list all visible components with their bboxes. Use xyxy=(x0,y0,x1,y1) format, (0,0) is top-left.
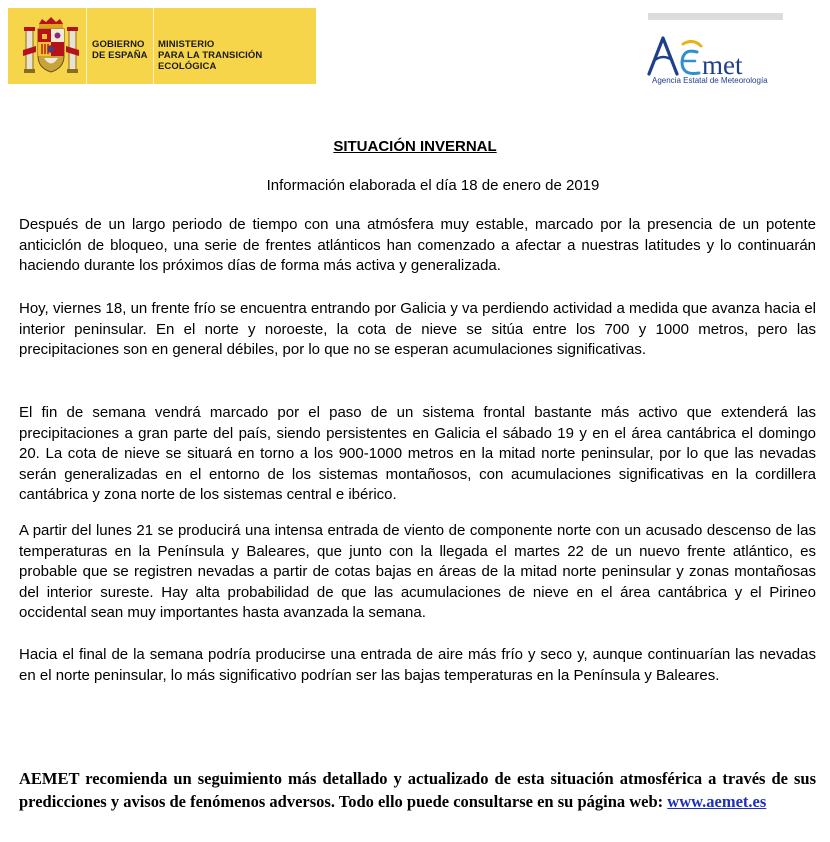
paragraph: Hoy, viernes 18, un frente frío se encuentra entrando por Galicia y va perdiendo actividad a medida que avanza hacia el interior peninsular. En el norte y noroeste, la cota de nieve se sitúa entre los 700 y 1000 metros, pero las precipitaciones son en general débiles, por lo que no se esperan acumulaciones significativas. xyxy=(19,300,816,358)
government-banner xyxy=(8,8,316,84)
paragraph: Hacia el final de la semana podría producirse una entrada de aire más frío y seco y, aunque continuarían las nevadas en el norte peninsular, lo más significativo podrían ser las bajas temperaturas en la Península y Baleares. xyxy=(19,646,816,684)
ministry-label xyxy=(158,39,314,72)
document-title: SITUACIÓN INVERNAL xyxy=(333,138,497,155)
government-label xyxy=(92,39,150,61)
banner-divider xyxy=(86,8,87,84)
aemet-header-bar xyxy=(648,13,783,20)
aemet-website-link[interactable]: www.aemet.es xyxy=(667,792,767,811)
spain-coat-of-arms-icon xyxy=(22,16,80,78)
aemet-agency-name: Agencia Estatal de Meteorología xyxy=(652,76,768,85)
svg-text:met: met xyxy=(702,50,743,80)
document-date: Información elaborada el día 18 de enero de 2019 xyxy=(266,177,600,194)
government-line-2: DE ESPAÑA xyxy=(92,50,148,61)
paragraph: A partir del lunes 21 se producirá una intensa entrada de viento de componente norte con un acusado descenso de las temperaturas en la Península y Baleares, que junto con la llegada el martes 22 de un nuevo frente atlántico, es probable que se registren nevadas a partir de cotas bajas en áreas de la mitad norte peninsular y zonas montañosas del interior sureste. Hay alta probabilidad de que las acumulaciones de nieve en el área cantábrica y el Pirineo occidental sean muy importantes hasta avanzada la semana. xyxy=(19,522,816,621)
footer-text: AEMET recomienda un seguimiento más detallado y actualizado de esta situación atmosférica a través de sus predicciones y avisos de fenómenos adversos. Todo ello puede consultarse en su página web: xyxy=(19,769,816,811)
government-line-1: GOBIERNO xyxy=(92,39,145,50)
ministry-line-2: PARA LA TRANSICIÓN ECOLÓGICA xyxy=(158,50,263,72)
footer-recommendation xyxy=(19,767,816,813)
ministry-line-1: MINISTERIO xyxy=(158,39,215,50)
banner-divider xyxy=(153,8,154,84)
paragraph: El fin de semana vendrá marcado por el paso de un sistema frontal bastante más activo que extenderá las precipitaciones a gran parte del país, siendo persistentes en Galicia el sábado 19 y en el área cantábrica el domingo 20. La cota de nieve se situará en torno a los 900-1000 metros en la mitad norte peninsular, por lo que las nevadas serán generalizadas en el entorno de los sistemas montañosos, con acumulaciones significativas en la cordillera cantábrica y zona norte de los sistemas central e ibérico. xyxy=(19,404,816,503)
paragraph: Después de un largo periodo de tiempo con una atmósfera muy estable, marcado por la presencia de un potente anticiclón de bloqueo, una serie de frentes atlánticos han comenzado a afectar a nuestras latitudes y lo continuarán haciendo durante los próximos días de forma más activa y generalizada. xyxy=(19,216,816,274)
